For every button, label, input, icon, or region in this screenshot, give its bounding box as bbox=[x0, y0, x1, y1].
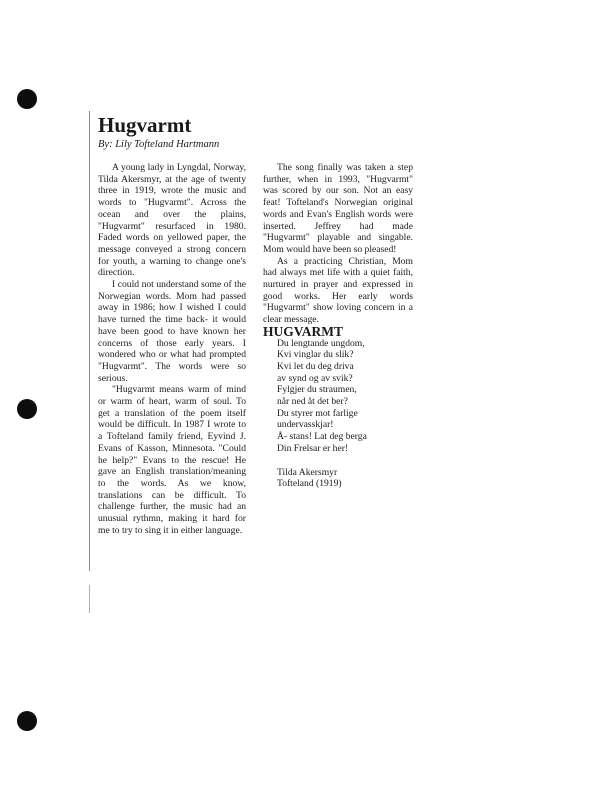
poem-title: HUGVARMT bbox=[263, 323, 344, 339]
binder-hole-top bbox=[17, 89, 37, 109]
paragraph: I could not understand some of the Norwegian words. Mom had passed away in 1986; how I wished I could have turned the time back- it would have been good to have known her concerns of those early years. I wondered who or what had prompted "Hugvarmt". The words were so serious. bbox=[98, 279, 246, 384]
binder-hole-bottom bbox=[17, 711, 37, 731]
signature-name: Tilda Akersmyr bbox=[277, 466, 338, 478]
paragraph: A young lady in Lyngdal, Norway, Tilda Akersmyr, at the age of twenty three in 1919, wrote the music and words to "Hugvarmt". Across the ocean and over the plains, "Hugvarmt" resurfaced in 1980. Faded words on yellowed paper, the message conveyed a strong concern for youth, a warning to change one's direction. bbox=[98, 162, 246, 279]
poem-line: Å- stans! Lat deg berga bbox=[277, 431, 367, 443]
poem-line: Kvi vinglar du slik? bbox=[277, 349, 354, 361]
poem-line: Du styrer mot farlige bbox=[277, 407, 358, 419]
poem-line: av synd og av svik? bbox=[277, 372, 353, 384]
article-column-left bbox=[98, 162, 246, 537]
paragraph: "Hugvarmt means warm of mind or warm of heart, warm of soul. To get a translation of the poem itself would be difficult. In 1987 I wrote to a Tofteland family friend, Eyvind J. Evans of Kasson, Minnesota. "Could he help?" Evans to the rescue! He gave an English translation/meaning to the words. As we know, translations can be difficult. To challenge further, the music had an unusual rythmn, making it hard for me to try to sing it in either language. bbox=[98, 384, 246, 536]
paragraph: As a practicing Christian, Mom had always met life with a quiet faith, nurtured in prayer and expressed in good works. Her early words "Hugvarmt" show loving concern in a clear message. bbox=[263, 255, 413, 326]
poem-line: Du lengtande ungdom, bbox=[277, 337, 365, 349]
signature-place-year: Tofteland (1919) bbox=[277, 478, 342, 490]
poem-line: når ned åt det ber? bbox=[277, 396, 348, 408]
article-title: Hugvarmt bbox=[98, 113, 192, 137]
poem-body bbox=[277, 338, 413, 455]
poem-signature bbox=[277, 467, 413, 490]
paragraph: The song finally was taken a step further, when in 1993, "Hugvarmt" was scored by our son. Not an easy feat! Tofteland's Norwegian original words and Evan's English words were inserted. Jeffrey had made "Hugvarmt" playable and singable. Mom would have been so pleased! bbox=[263, 162, 413, 255]
poem-line: Fylgjer du straumen, bbox=[277, 384, 357, 396]
margin-rule bbox=[89, 111, 90, 571]
poem-line: Din Frelsar er her! bbox=[277, 442, 349, 454]
poem-line: Kvi let du deg driva bbox=[277, 360, 354, 372]
margin-rule-lower bbox=[89, 585, 90, 613]
article-column-right bbox=[263, 162, 413, 490]
poem-line: undervasskjar! bbox=[277, 419, 334, 431]
article-byline: By: Lily Tofteland Hartmann bbox=[98, 139, 220, 150]
binder-hole-middle bbox=[17, 399, 37, 419]
